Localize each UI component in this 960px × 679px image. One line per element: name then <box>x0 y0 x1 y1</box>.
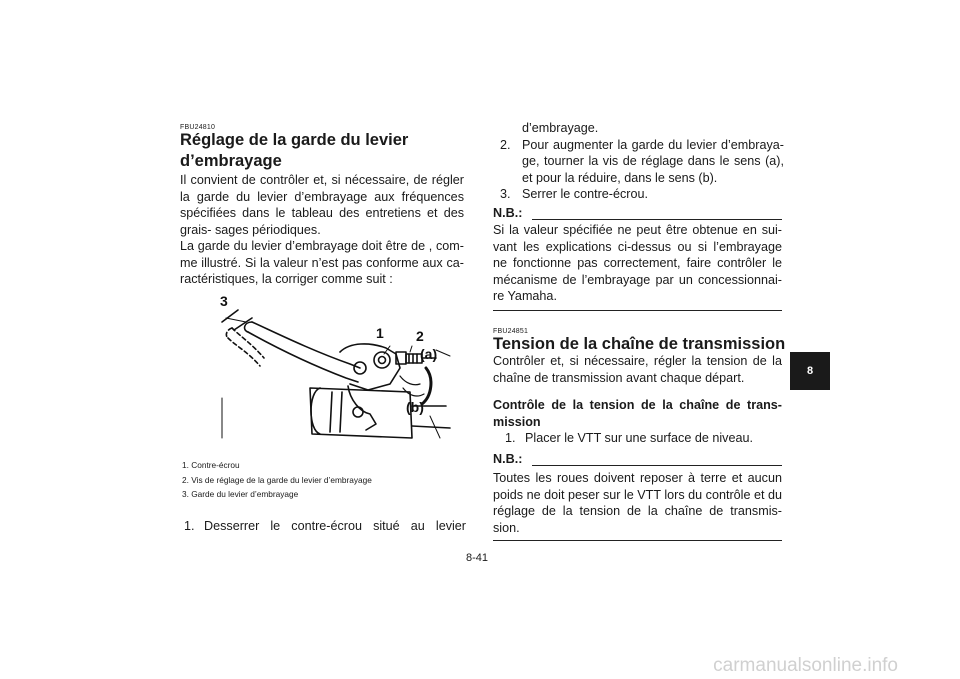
step-number: 1. <box>505 431 516 445</box>
figure-label-b: (b) <box>406 399 424 415</box>
note-rule-top-1 <box>532 219 782 220</box>
watermark-footer <box>0 652 960 679</box>
section-code-chain: FBU24851 <box>493 328 529 335</box>
section-title-clutch-line1: Réglage de la garde du levier <box>180 131 409 149</box>
step-number: 2. <box>500 137 511 152</box>
step-text: Serrer le contre-écrou. <box>522 187 648 202</box>
section-code-clutch: FBU24810 <box>180 124 216 131</box>
clutch-steps-continued <box>500 120 784 203</box>
chain-check-step-1 <box>505 430 785 447</box>
note-rule-bottom-2 <box>493 540 782 541</box>
figure-label-3: 3 <box>220 293 228 309</box>
caption-item: 3. Garde du levier d’embrayage <box>182 489 299 499</box>
note-label-1: N.B.: <box>493 206 523 220</box>
chain-check-subheading: Contrôle de la tension de la chaîne de trans- mission <box>493 398 782 429</box>
clutch-lever-illustration <box>200 288 460 458</box>
step-1-continuation: d’embrayage. <box>522 121 599 135</box>
chapter-tab: 8 <box>790 352 830 390</box>
note-text-1: Si la valeur spécifiée ne peut être obtenue en sui- vant les explications ci-dessus ou si l’embrayage ne fonctionne pas correctement, faire contrôler le mécanisme de l’embrayage par un concessionnai- re Yamaha. <box>493 223 782 304</box>
step-text: Placer le VTT sur une surface de niveau. <box>525 431 753 445</box>
section-title-clutch <box>180 130 470 172</box>
figure-label-1: 1 <box>376 325 384 341</box>
figure-label-2: 2 <box>416 328 424 344</box>
watermark-text: carmanualsonline.info <box>713 655 898 676</box>
step-text: Desserrer le contre-écrou situé au levier <box>204 519 466 533</box>
figure-captions <box>182 458 466 502</box>
step-number: 3. <box>500 187 511 202</box>
figure-label-a: (a) <box>420 346 438 362</box>
clutch-freeplay-paragraph: La garde du levier d’embrayage doit être de , com- me illustré. Si la valeur n’est pas conforme aux ca- ractéristiques, la corriger comme suit : <box>180 239 464 287</box>
note-label-2: N.B.: <box>493 452 523 466</box>
note-rule-bottom-1 <box>493 310 782 311</box>
section-title-clutch-line2: d’embrayage <box>180 152 282 170</box>
step-number: 1. <box>184 519 195 533</box>
caption-item: 2. Vis de réglage de la garde du levier d’embrayage <box>182 474 372 485</box>
caption-item: 1. Contre-écrou <box>182 460 240 470</box>
section-title-chain: Tension de la chaîne de transmission <box>493 335 786 353</box>
clutch-step-1 <box>184 518 466 535</box>
page-number: 8-41 <box>466 552 489 564</box>
note-rule-top-2 <box>532 465 782 466</box>
note-text-2: Toutes les roues doivent reposer à terre et aucun poids ne doit peser sur le VTT lors du contrôle et du réglage de la tension de la chaîne de transmis- sion. <box>493 471 782 535</box>
clutch-intro-paragraph: Il convient de contrôler et, si nécessaire, de régler la garde du levier d’embrayage aux fréquences spécifiées dans le tableau des entretiens et des grais- sages périodiques. <box>180 173 464 237</box>
chain-intro-paragraph: Contrôler et, si nécessaire, régler la tension de la chaîne de transmission avant chaque départ. <box>493 354 782 385</box>
step-text: Pour augmenter la garde du levier d’embraya- ge, tourner la vis de réglage dans le sens (a), et pour la réduire, dans le sens (b). <box>522 137 784 185</box>
